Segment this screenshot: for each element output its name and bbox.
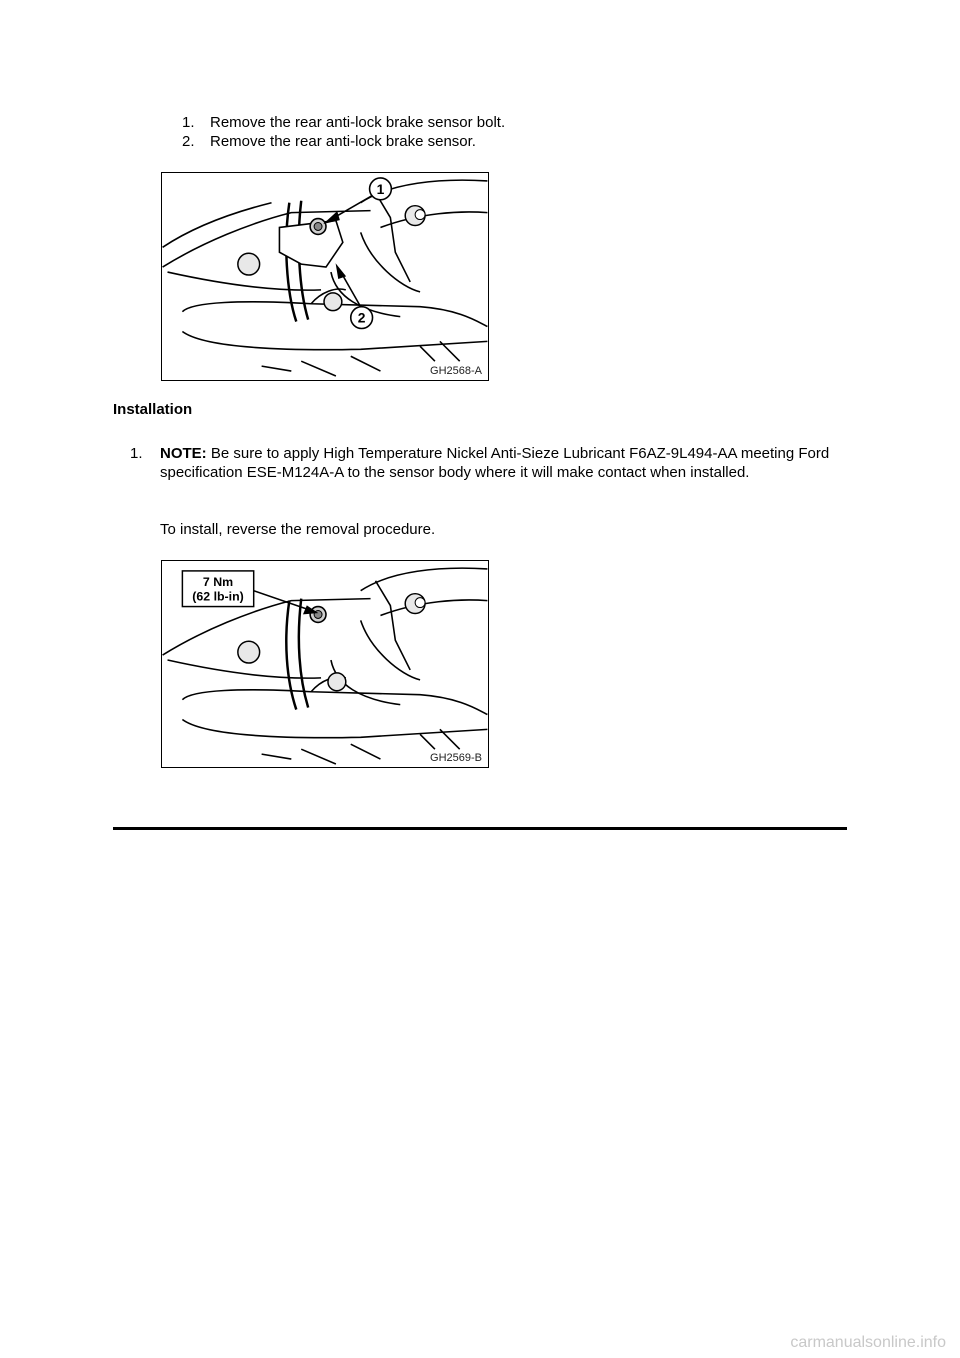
note-text: Be sure to apply High Temperature Nickel Anti-Sieze Lubricant F6AZ-9L494-AA meeting Ford specification ESE-M124A-A to the sensor body where it will make contact when installed. bbox=[160, 445, 830, 481]
note-paragraph bbox=[160, 444, 840, 482]
step-detail: To install, reverse the removal procedure. bbox=[160, 521, 436, 538]
step-text: Remove the rear anti-lock brake sensor. bbox=[210, 133, 476, 150]
torque-value-imperial: (62 lb-in) bbox=[192, 589, 244, 604]
step-number: 2. bbox=[182, 133, 195, 150]
step-number: 1. bbox=[182, 114, 195, 131]
callout-1-label: 1 bbox=[376, 180, 385, 197]
illustration-drawing bbox=[162, 173, 488, 380]
step-number: 1. bbox=[130, 445, 143, 462]
illustration-drawing bbox=[162, 561, 488, 767]
removal-steps-list bbox=[182, 113, 505, 151]
section-divider bbox=[113, 827, 847, 830]
watermark: carmanualsonline.info bbox=[790, 1334, 946, 1351]
sensor-removal-illustration bbox=[161, 172, 489, 381]
callout-2-label: 2 bbox=[357, 309, 366, 326]
list-item bbox=[182, 113, 505, 132]
torque-value-metric: 7 Nm bbox=[202, 574, 234, 589]
figure-code: GH2569-B bbox=[430, 752, 482, 764]
figure-code: GH2568-A bbox=[430, 365, 482, 377]
step-text: Remove the rear anti-lock brake sensor bolt. bbox=[210, 114, 506, 131]
installation-heading: Installation bbox=[113, 401, 193, 418]
sensor-install-torque-illustration bbox=[161, 560, 489, 768]
note-label: NOTE: bbox=[160, 445, 207, 462]
list-item bbox=[182, 132, 505, 151]
